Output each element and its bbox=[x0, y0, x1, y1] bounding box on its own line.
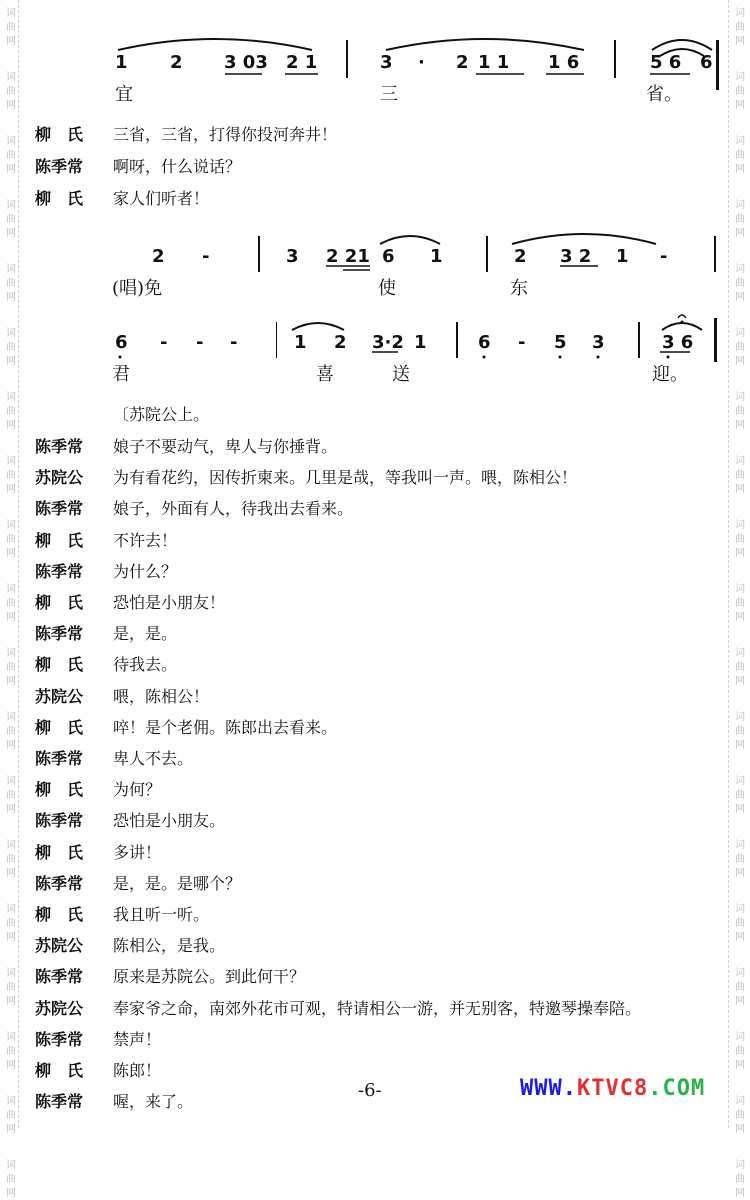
watermark-char: 网 bbox=[735, 36, 745, 47]
note: 2 bbox=[456, 52, 469, 73]
speaker: 柳 氏 bbox=[35, 905, 84, 924]
watermark-char: 曲 bbox=[735, 278, 745, 289]
line-text: 娘子，外面有人，待我出去看来。 bbox=[113, 499, 354, 518]
note: 1 bbox=[616, 246, 629, 267]
watermark-char: 词 bbox=[735, 840, 745, 851]
watermark-char: 曲 bbox=[735, 1046, 745, 1057]
watermark-char: 曲 bbox=[735, 150, 745, 161]
watermark-char: 网 bbox=[6, 36, 16, 47]
lyric: 宜 bbox=[115, 84, 133, 105]
watermark-char: 曲 bbox=[6, 534, 16, 545]
speaker: 柳 氏 bbox=[35, 843, 84, 862]
note: 1 bbox=[115, 52, 128, 73]
line-text: 陈相公，是我。 bbox=[113, 936, 226, 955]
line-text: 是，是。是哪个？ bbox=[113, 874, 242, 893]
watermark-char: 词 bbox=[735, 1096, 745, 1107]
watermark-char: 网 bbox=[735, 868, 745, 879]
line-text: 奉家爷之命，南郊外花市可观，特请相公一游，并无别客，特邀琴操奉陪。 bbox=[113, 999, 642, 1018]
watermark-char: 网 bbox=[735, 1124, 745, 1135]
watermark-char: 网 bbox=[735, 292, 745, 303]
line-text: 多讲！ bbox=[113, 843, 162, 862]
lyric: (唱)免 bbox=[112, 278, 163, 299]
watermark-char: 曲 bbox=[735, 470, 745, 481]
watermark-char: 网 bbox=[735, 804, 745, 815]
watermark-char: 曲 bbox=[6, 726, 16, 737]
watermark-char: 曲 bbox=[735, 790, 745, 801]
speaker: 柳 氏 bbox=[35, 718, 84, 737]
watermark-char: 曲 bbox=[6, 150, 16, 161]
watermark-char: 词 bbox=[6, 904, 16, 915]
watermark-char: 网 bbox=[6, 740, 16, 751]
speaker: 陈季常 bbox=[35, 562, 84, 581]
line-text: 三省，三省，打得你投河奔井！ bbox=[113, 125, 338, 144]
line-text: 为何？ bbox=[113, 780, 162, 799]
speaker: 陈季常 bbox=[35, 157, 84, 176]
line-text: 啐！是个老佣。陈郎出去看来。 bbox=[113, 718, 338, 737]
note: 2 bbox=[170, 52, 183, 73]
watermark-char: 曲 bbox=[6, 918, 16, 929]
watermark-char: 曲 bbox=[735, 982, 745, 993]
note: - bbox=[660, 246, 668, 267]
watermark-char: 词 bbox=[6, 1160, 16, 1171]
note: 2 bbox=[514, 246, 527, 267]
watermark-char: 曲 bbox=[6, 982, 16, 993]
speaker: 陈季常 bbox=[35, 967, 84, 986]
watermark-char: 曲 bbox=[6, 1174, 16, 1185]
watermark-char: 网 bbox=[6, 164, 16, 175]
watermark-char: 词 bbox=[6, 328, 16, 339]
line-text: 啊呀，什么说话？ bbox=[113, 157, 242, 176]
note: 1 bbox=[294, 332, 307, 353]
watermark-char: 词 bbox=[6, 8, 16, 19]
watermark-char: 词 bbox=[6, 968, 16, 979]
watermark-char: 网 bbox=[735, 1188, 745, 1199]
speaker: 陈季常 bbox=[35, 874, 84, 893]
watermark-char: 词 bbox=[735, 8, 745, 19]
line-text: 禁声！ bbox=[113, 1030, 162, 1049]
line-text: 恐怕是小朋友！ bbox=[113, 593, 226, 612]
watermark-char: 网 bbox=[735, 100, 745, 111]
speaker: 陈季常 bbox=[35, 811, 84, 830]
watermark-char: 词 bbox=[735, 328, 745, 339]
watermark-char: 词 bbox=[6, 712, 16, 723]
watermark-char: 网 bbox=[735, 676, 745, 687]
note: 1 bbox=[430, 246, 443, 267]
watermark-char: 网 bbox=[6, 612, 16, 623]
lyric: 君 bbox=[112, 364, 130, 385]
watermark-char: 词 bbox=[735, 392, 745, 403]
watermark-char: 网 bbox=[6, 932, 16, 943]
note: 6 bbox=[382, 246, 395, 267]
watermark-char: 曲 bbox=[6, 854, 16, 865]
watermark-char: 曲 bbox=[6, 598, 16, 609]
watermark-char: 曲 bbox=[735, 1174, 745, 1185]
watermark-char: 网 bbox=[6, 676, 16, 687]
note: 2 1 bbox=[286, 52, 318, 73]
note: 3 bbox=[380, 52, 393, 73]
line-text: 恐怕是小朋友。 bbox=[113, 811, 226, 830]
speaker: 陈季常 bbox=[35, 624, 84, 643]
bar-line bbox=[276, 322, 277, 358]
watermark-char: 词 bbox=[6, 520, 16, 531]
watermark-char: 词 bbox=[6, 392, 16, 403]
watermark-char: 词 bbox=[6, 456, 16, 467]
watermark-char: 词 bbox=[735, 456, 745, 467]
line-text: 家人们听者！ bbox=[113, 189, 210, 208]
watermark-char: 词 bbox=[735, 520, 745, 531]
speaker: 苏院公 bbox=[35, 687, 84, 706]
note: - bbox=[202, 246, 210, 267]
watermark-char: 网 bbox=[6, 1124, 16, 1135]
watermark-char: 曲 bbox=[6, 86, 16, 97]
lyric: 省。 bbox=[646, 84, 682, 105]
note: 1 1 bbox=[478, 52, 510, 73]
watermark-char: 词 bbox=[6, 840, 16, 851]
note: - bbox=[518, 332, 526, 353]
watermark-char: 词 bbox=[6, 72, 16, 83]
watermark-char: 网 bbox=[6, 996, 16, 1007]
watermark-char: 曲 bbox=[6, 278, 16, 289]
watermark-char: 网 bbox=[735, 1060, 745, 1071]
line-text: 不许去！ bbox=[113, 531, 178, 550]
note: 3 6 bbox=[662, 332, 694, 353]
watermark-char: 词 bbox=[6, 1096, 16, 1107]
watermark-char: 词 bbox=[735, 904, 745, 915]
watermark-char: 曲 bbox=[6, 1046, 16, 1057]
watermark-char: 词 bbox=[735, 1032, 745, 1043]
watermark-char: 曲 bbox=[6, 342, 16, 353]
watermark-url-name: KTVC8 bbox=[576, 1076, 649, 1101]
watermark-char: 词 bbox=[735, 712, 745, 723]
end-bar-line bbox=[714, 318, 717, 362]
watermark-char: 网 bbox=[735, 164, 745, 175]
watermark-char: 曲 bbox=[6, 662, 16, 673]
lyric: 三 bbox=[380, 84, 398, 105]
note: 2 21 bbox=[326, 246, 370, 267]
watermark-char: 网 bbox=[6, 868, 16, 879]
note: - bbox=[230, 332, 238, 353]
watermark-char: 曲 bbox=[735, 662, 745, 673]
watermark-char: 网 bbox=[6, 356, 16, 367]
note: 3 bbox=[592, 332, 605, 353]
watermark-char: 网 bbox=[6, 804, 16, 815]
speaker: 柳 氏 bbox=[35, 1061, 84, 1080]
watermark-char: 网 bbox=[735, 420, 745, 431]
watermark-char: 词 bbox=[735, 584, 745, 595]
speaker: 苏院公 bbox=[35, 468, 84, 487]
watermark-char: 词 bbox=[735, 72, 745, 83]
lyric: 迎。 bbox=[652, 364, 688, 385]
watermark-char: 曲 bbox=[6, 22, 16, 33]
watermark-char: 曲 bbox=[735, 86, 745, 97]
watermark-char: 曲 bbox=[735, 598, 745, 609]
watermark-char: 词 bbox=[735, 776, 745, 787]
speaker: 陈季常 bbox=[35, 749, 84, 768]
watermark-char: 词 bbox=[735, 264, 745, 275]
watermark-char: 曲 bbox=[735, 726, 745, 737]
bar-line bbox=[638, 322, 640, 358]
speaker: 陈季常 bbox=[35, 499, 84, 518]
line-text: 喂，陈相公！ bbox=[113, 687, 210, 706]
watermark-char: 网 bbox=[6, 420, 16, 431]
note: 5 6 bbox=[650, 52, 682, 73]
note: 3 2 bbox=[560, 246, 592, 267]
note: - bbox=[160, 332, 168, 353]
watermark-char: 网 bbox=[6, 1060, 16, 1071]
note: 3 bbox=[286, 246, 299, 267]
speaker: 陈季常 bbox=[35, 437, 84, 456]
line-text: 是，是。 bbox=[113, 624, 178, 643]
watermark-char: 网 bbox=[6, 548, 16, 559]
watermark-char: 词 bbox=[6, 648, 16, 659]
line-text: 为什么？ bbox=[113, 562, 178, 581]
speaker: 柳 氏 bbox=[35, 531, 84, 550]
speaker: 柳 氏 bbox=[35, 655, 84, 674]
line-text: 陈郎！ bbox=[113, 1061, 162, 1080]
note: 1 bbox=[414, 332, 427, 353]
watermark-char: 网 bbox=[6, 292, 16, 303]
watermark-char: 曲 bbox=[6, 406, 16, 417]
note: 3 03 bbox=[224, 52, 268, 73]
watermark-char: 网 bbox=[735, 612, 745, 623]
watermark-char: 网 bbox=[735, 356, 745, 367]
watermark-char: 曲 bbox=[6, 1110, 16, 1121]
watermark-char: 网 bbox=[735, 740, 745, 751]
lyric: 喜 bbox=[316, 364, 334, 385]
watermark-char: 词 bbox=[735, 648, 745, 659]
line-text: 娘子不要动气，卑人与你捶背。 bbox=[113, 437, 338, 456]
speaker: 苏院公 bbox=[35, 936, 84, 955]
watermark-char: 网 bbox=[6, 484, 16, 495]
watermark-char: 曲 bbox=[735, 854, 745, 865]
watermark-char: 曲 bbox=[735, 534, 745, 545]
note-dot: · bbox=[418, 52, 425, 73]
page-number: -6- bbox=[358, 1080, 382, 1101]
watermark-char: 词 bbox=[6, 264, 16, 275]
speaker: 柳 氏 bbox=[35, 593, 84, 612]
watermark-char: 网 bbox=[6, 228, 16, 239]
line-text: 待我去。 bbox=[113, 655, 178, 674]
bar-line bbox=[456, 322, 458, 358]
speaker: 柳 氏 bbox=[35, 189, 84, 208]
line-text: 卑人不去。 bbox=[113, 749, 194, 768]
line-text: 喔，来了。 bbox=[113, 1092, 194, 1111]
note: 6 bbox=[700, 52, 713, 73]
watermark-char: 词 bbox=[6, 776, 16, 787]
note: - bbox=[196, 332, 204, 353]
watermark-char: 词 bbox=[6, 1032, 16, 1043]
lyric: 送 bbox=[392, 364, 410, 385]
watermark-char: 曲 bbox=[735, 22, 745, 33]
speaker: 陈季常 bbox=[35, 1092, 84, 1111]
note: 3·2 bbox=[372, 332, 404, 353]
lyric: 使 bbox=[378, 278, 396, 299]
watermark-char: 词 bbox=[6, 200, 16, 211]
watermark-char: 词 bbox=[735, 200, 745, 211]
speaker: 陈季常 bbox=[35, 1030, 84, 1049]
line-text: 原来是苏院公。到此何干？ bbox=[113, 967, 306, 986]
watermark-char: 网 bbox=[735, 932, 745, 943]
watermark-char: 词 bbox=[6, 136, 16, 147]
watermark-char: 曲 bbox=[735, 918, 745, 929]
note: 6 bbox=[115, 332, 128, 353]
watermark-char: 曲 bbox=[735, 214, 745, 225]
stage-direction: 〔苏院公上。 bbox=[113, 405, 210, 424]
note: 1 6 bbox=[548, 52, 580, 73]
speaker: 柳 氏 bbox=[35, 125, 84, 144]
watermark-char: 曲 bbox=[6, 790, 16, 801]
watermark-char: 词 bbox=[6, 584, 16, 595]
note: 2 bbox=[152, 246, 165, 267]
watermark-char: 网 bbox=[6, 100, 16, 111]
watermark-char: 曲 bbox=[735, 1110, 745, 1121]
line-text: 我且听一听。 bbox=[113, 905, 210, 924]
watermark-char: 曲 bbox=[6, 214, 16, 225]
watermark-url bbox=[520, 1076, 705, 1101]
watermark-char: 网 bbox=[735, 484, 745, 495]
note: 2 bbox=[334, 332, 347, 353]
watermark-url-prefix: WWW. bbox=[520, 1076, 577, 1101]
watermark-char: 词 bbox=[735, 1160, 745, 1171]
lyric: 东 bbox=[510, 278, 528, 299]
watermark-char: 网 bbox=[735, 228, 745, 239]
line-text: 为有看花约，因传折柬来。几里是哉，等我叫一声。喂，陈相公！ bbox=[113, 468, 578, 487]
watermark-char: 曲 bbox=[735, 406, 745, 417]
note: 5 bbox=[554, 332, 567, 353]
watermark-char: 网 bbox=[735, 996, 745, 1007]
watermark-char: 词 bbox=[735, 136, 745, 147]
note: 6 bbox=[478, 332, 491, 353]
speaker: 柳 氏 bbox=[35, 780, 84, 799]
watermark-char: 网 bbox=[735, 548, 745, 559]
watermark-char: 网 bbox=[6, 1188, 16, 1199]
speaker: 苏院公 bbox=[35, 999, 84, 1018]
watermark-char: 曲 bbox=[6, 470, 16, 481]
watermark-url-suffix: .COM bbox=[648, 1076, 706, 1101]
watermark-char: 词 bbox=[735, 968, 745, 979]
watermark-char: 曲 bbox=[735, 342, 745, 353]
